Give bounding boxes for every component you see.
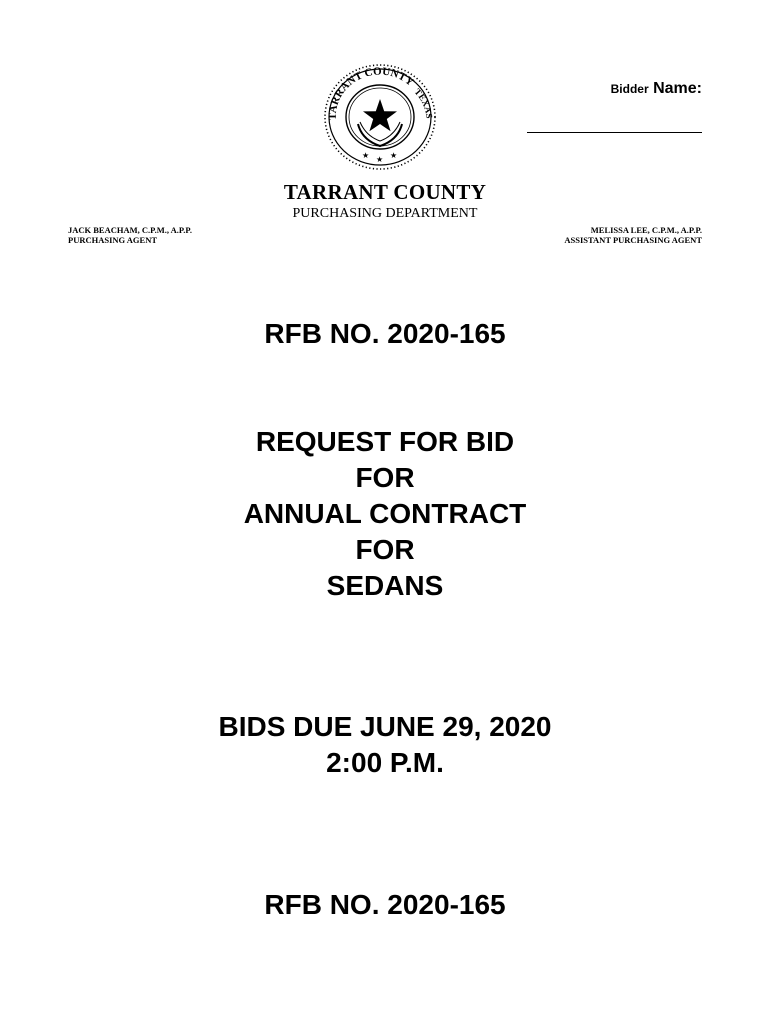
bidder-name-label — [611, 80, 702, 98]
svg-text:TEXAS — [413, 87, 435, 119]
department-name: PURCHASING DEPARTMENT — [292, 206, 478, 221]
rfb-number-footer: RFB NO. 2020-165 — [264, 889, 506, 920]
request-line: FOR — [355, 462, 415, 493]
bidder-label-small: Bidder — [610, 82, 649, 96]
assistant-agent-name: MELISSA LEE, C.P.M., A.P.P. — [590, 225, 702, 235]
request-line: FOR — [355, 534, 415, 565]
purchasing-agent-name: JACK BEACHAM, C.P.M., A.P.P. — [68, 225, 192, 235]
purchasing-agent-title: PURCHASING AGENT — [68, 235, 158, 245]
bidder-label-large: Name: — [653, 80, 702, 97]
bidder-name-field[interactable] — [527, 132, 702, 133]
svg-text:★: ★ — [362, 151, 370, 160]
rfb-number: RFB NO. 2020-165 — [264, 318, 506, 349]
assistant-agent-title: ASSISTANT PURCHASING AGENT — [564, 235, 702, 245]
request-line: SEDANS — [326, 570, 444, 601]
due-date-line: BIDS DUE JUNE 29, 2020 — [218, 711, 552, 742]
request-line: ANNUAL CONTRACT — [243, 498, 527, 529]
seal-arc-right-text: TEXAS — [412, 86, 435, 119]
seal-arc-top-text: TARRANT COUNTY — [326, 65, 416, 121]
organization-name: TARRANT COUNTY — [283, 180, 487, 204]
svg-text:★: ★ — [376, 155, 384, 164]
request-line: REQUEST FOR BID — [255, 426, 515, 457]
due-time-line: 2:00 P.M. — [326, 747, 444, 778]
assistant-agent-block — [564, 225, 702, 245]
svg-text:★: ★ — [390, 151, 398, 160]
request-title-block — [0, 424, 770, 604]
due-date-block — [0, 709, 770, 781]
purchasing-agent-block — [68, 225, 192, 245]
county-seal-logo — [322, 62, 438, 172]
star-icon — [363, 99, 397, 131]
